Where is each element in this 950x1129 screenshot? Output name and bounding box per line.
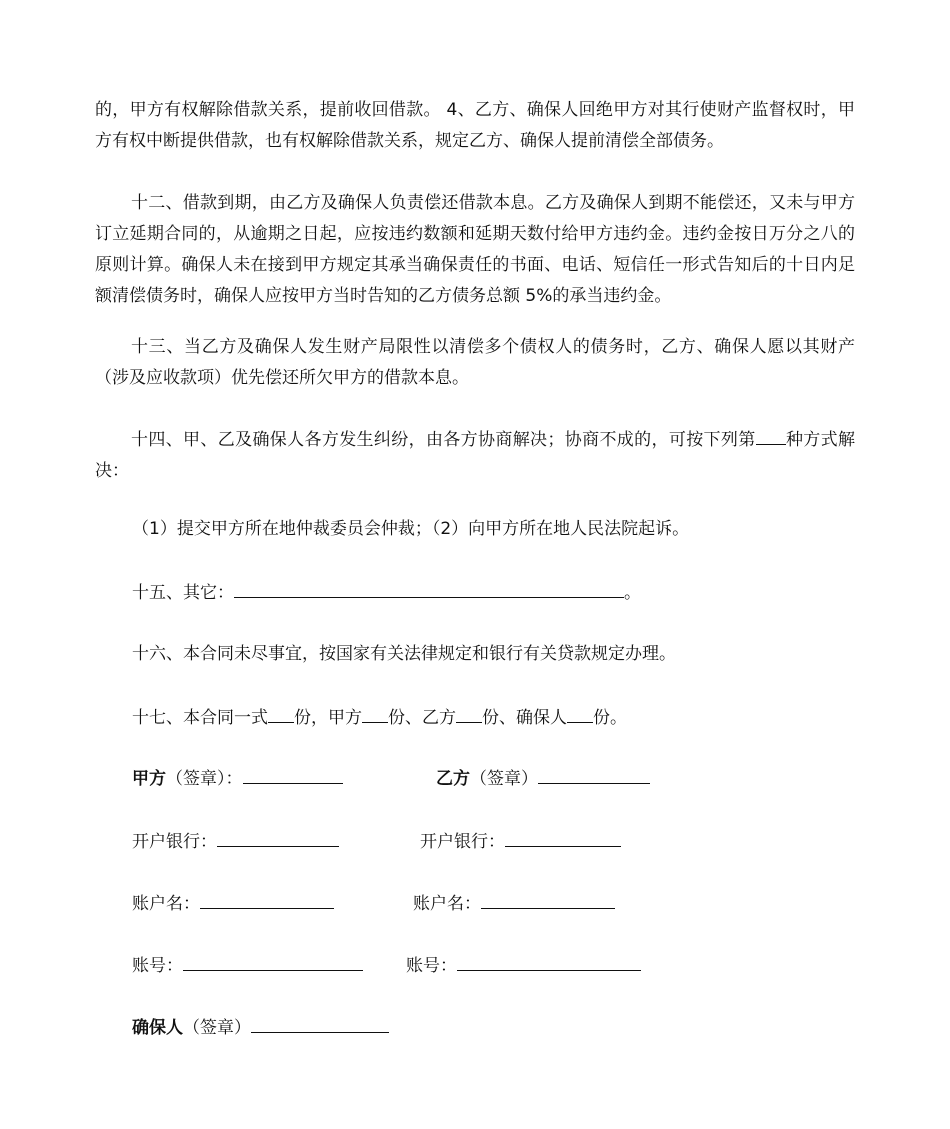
guarantor-label: 确保人 xyxy=(132,1018,183,1038)
party-b-signature-blank xyxy=(538,765,650,784)
paragraph-12: 十二、借款到期，由乙方及确保人负责偿还借款本息。乙方及确保人到期不能偿还，又未与甲方订立延期合同的，从逾期之日起，应按违约数额和延期天数付给甲方违约金。违约金按日万分之八的原则计算。确保人未在接到甲方规定其承当确保责任的书面、电话、短信任一形式告知后的十日内足额清偿债务时，确保人应按甲方当时告知的乙方债务总额 5%的承当违约金。 xyxy=(95,193,855,306)
party-b-bank xyxy=(420,828,621,854)
party-a-account-number xyxy=(132,952,363,978)
paragraph-13: 十三、当乙方及确保人发生财产局限性以清偿多个债权人的债务时，乙方、确保人愿以其财产（涉及应收款项）优先偿还所欠甲方的借款本息。 xyxy=(95,337,855,388)
party-a-account-number-blank xyxy=(183,952,363,971)
dispute-options: （1）提交甲方所在地仲裁委员会仲裁；（2）向甲方所在地人民法院起诉。 xyxy=(132,519,690,539)
party-b-bank-label: 开户银行： xyxy=(420,832,505,852)
paragraph-17-a: 十七、本合同一式 xyxy=(132,708,268,728)
party-b-account-name-blank xyxy=(481,890,615,909)
copies-total-blank xyxy=(268,704,294,723)
party-a-seal-label: （签章）： xyxy=(166,769,243,789)
copies-party-b-blank xyxy=(456,704,482,723)
party-b-label: 乙方 xyxy=(436,769,470,789)
party-a-bank-blank xyxy=(217,828,339,847)
other-terms-blank xyxy=(234,579,624,598)
party-a-bank xyxy=(132,828,339,854)
paragraph-15 xyxy=(132,579,641,605)
copies-guarantor-blank xyxy=(567,704,593,723)
paragraph-17-c: 份、乙方 xyxy=(388,708,456,728)
copies-party-a-blank xyxy=(362,704,388,723)
guarantor-seal-label: （签章） xyxy=(183,1018,251,1038)
party-b-account-name xyxy=(413,890,615,916)
party-b-account-number-label: 账号： xyxy=(406,956,457,976)
party-b-bank-blank xyxy=(505,828,621,847)
paragraph-17-d: 份、确保人 xyxy=(482,708,567,728)
guarantor-signature xyxy=(132,1014,389,1040)
party-b-account-number xyxy=(406,952,641,978)
paragraph-16: 十六、本合同未尽事宜，按国家有关法律规定和银行有关贷款规定办理。 xyxy=(132,644,676,664)
paragraph-17 xyxy=(132,704,627,730)
paragraph-14 xyxy=(95,425,855,487)
party-a-account-name-blank xyxy=(200,890,334,909)
party-b-account-number-blank xyxy=(457,952,641,971)
paragraph-11-continued: 的，甲方有权解除借款关系，提前收回借款。 4、乙方、确保人回绝甲方对其行使财产监督权时，甲方有权中断提供借款，也有权解除借款关系，规定乙方、确保人提前清偿全部债务。 xyxy=(95,100,855,151)
paragraph-17-b: 份，甲方 xyxy=(294,708,362,728)
party-a-account-name xyxy=(132,890,334,916)
party-b-seal-label: （签章） xyxy=(470,769,538,789)
party-a-label: 甲方 xyxy=(132,769,166,789)
party-a-account-name-label: 账户名： xyxy=(132,894,200,914)
paragraph-14-text-a: 十四、甲、乙及确保人各方发生纠纷，由各方协商解决；协商不成的，可按下列第 xyxy=(131,430,756,450)
paragraph-15-end: 。 xyxy=(624,583,641,603)
paragraph-15-label: 十五、其它： xyxy=(132,583,234,603)
paragraph-14-text-b: 种方式解决： xyxy=(95,430,856,481)
party-a-signature xyxy=(132,765,343,791)
guarantor-signature-blank xyxy=(251,1014,389,1033)
party-a-signature-blank xyxy=(243,765,343,784)
paragraph-17-e: 份。 xyxy=(593,708,627,728)
party-a-bank-label: 开户银行： xyxy=(132,832,217,852)
party-b-account-name-label: 账户名： xyxy=(413,894,481,914)
party-b-signature xyxy=(436,765,650,791)
dispute-option-blank xyxy=(756,426,786,445)
party-a-account-number-label: 账号： xyxy=(132,956,183,976)
